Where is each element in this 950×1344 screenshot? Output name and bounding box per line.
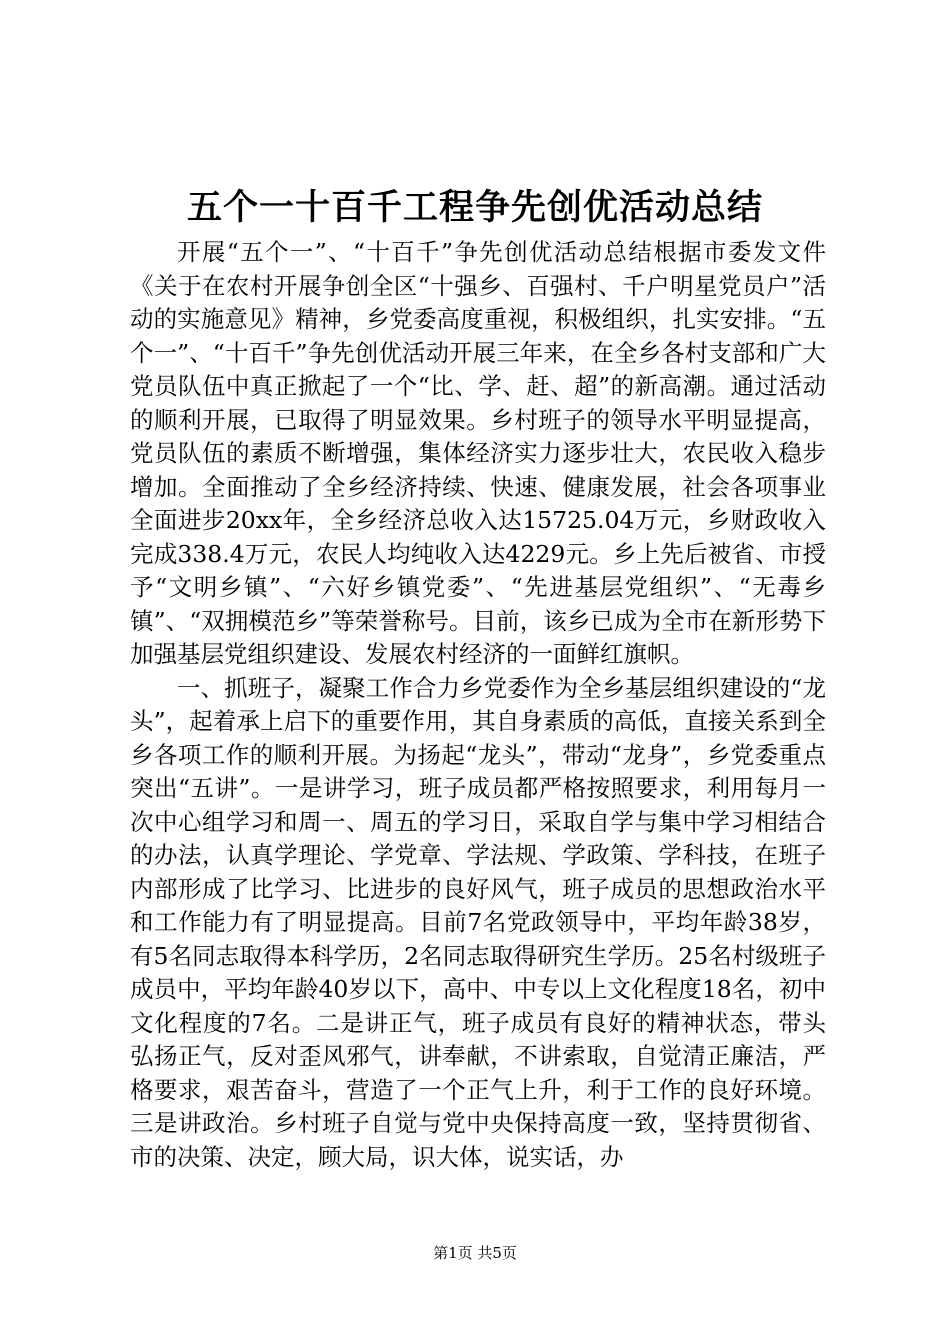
paragraph-section-one: 一、抓班子，凝聚工作合力乡党委作为全乡基层组织建设的“龙头”，起着承上启下的重要作用，其自身素质的高低，直接关系到全乡各项工作的顺利开展。为扬起“龙头”，带动“龙身”，乡党委重点突出“五讲”。一是讲学习，班子成员都严格按照要求，利用每月一次中心组学习和周一、周五的学习日，采取自学与集中学习相结合的办法，认真学理论、学党章、学法规、学政策、学科技，在班子内部形成了比学习、比进步的良好风气，班子成员的思想政治水平和工作能力有了明显提高。目前7名党政领导中，平均年龄38岁，有5名同志取得本科学历，2名同志取得研究生学历。25名村级班子成员中，平均年龄40岁以下，高中、中专以上文化程度18名，初中文化程度的7名。二是讲正气，班子成员有良好的精神状态，带头弘扬正气，反对歪风邪气，讲奉献，不讲索取，自觉清正廉洁，严格要求，艰苦奋斗，营造了一个正气上升，利于工作的良好环境。三是讲政治。乡村班子自觉与党中央保持高度一致，坚持贯彻省、市的决策、决定，顾大局，识大体，说实话，办 (130, 673, 826, 1171)
paragraph-intro: 开展“五个一”、“十百千”争先创优活动总结根据市委发文件《关于在农村开展争创全区“十强乡、百强村、千户明星党员户”活动的实施意见》精神，乡党委高度重视，积极组织，扎实安排。“五个一”、“十百千”争先创优活动开展三年来，在全乡各村支部和广大党员队伍中真正掀起了一个“比、学、赶、超”的新高潮。通过活动的顺利开展，已取得了明显效果。乡村班子的领导水平明显提高，党员队伍的素质不断增强，集体经济实力逐步壮大，农民收入稳步增加。全面推动了全乡经济持续、快速、健康发展，社会各项事业全面进步20xx年，全乡经济总收入达15725.04万元，乡财政收入完成338.4万元，农民人均纯收入达4229元。乡上先后被省、市授予“文明乡镇”、“六好乡镇党委”、“先进基层党组织”、“无毒乡镇”、“双拥模范乡”等荣誉称号。目前，该乡已成为全市在新形势下加强基层党组织建设、发展农村经济的一面鲜红旗帜。 (130, 238, 826, 668)
page-number-footer: 第1页 共5页 (433, 1244, 517, 1262)
document-title: 五个一十百千工程争先创优活动总结 (186, 187, 763, 228)
document-body (130, 236, 826, 1174)
